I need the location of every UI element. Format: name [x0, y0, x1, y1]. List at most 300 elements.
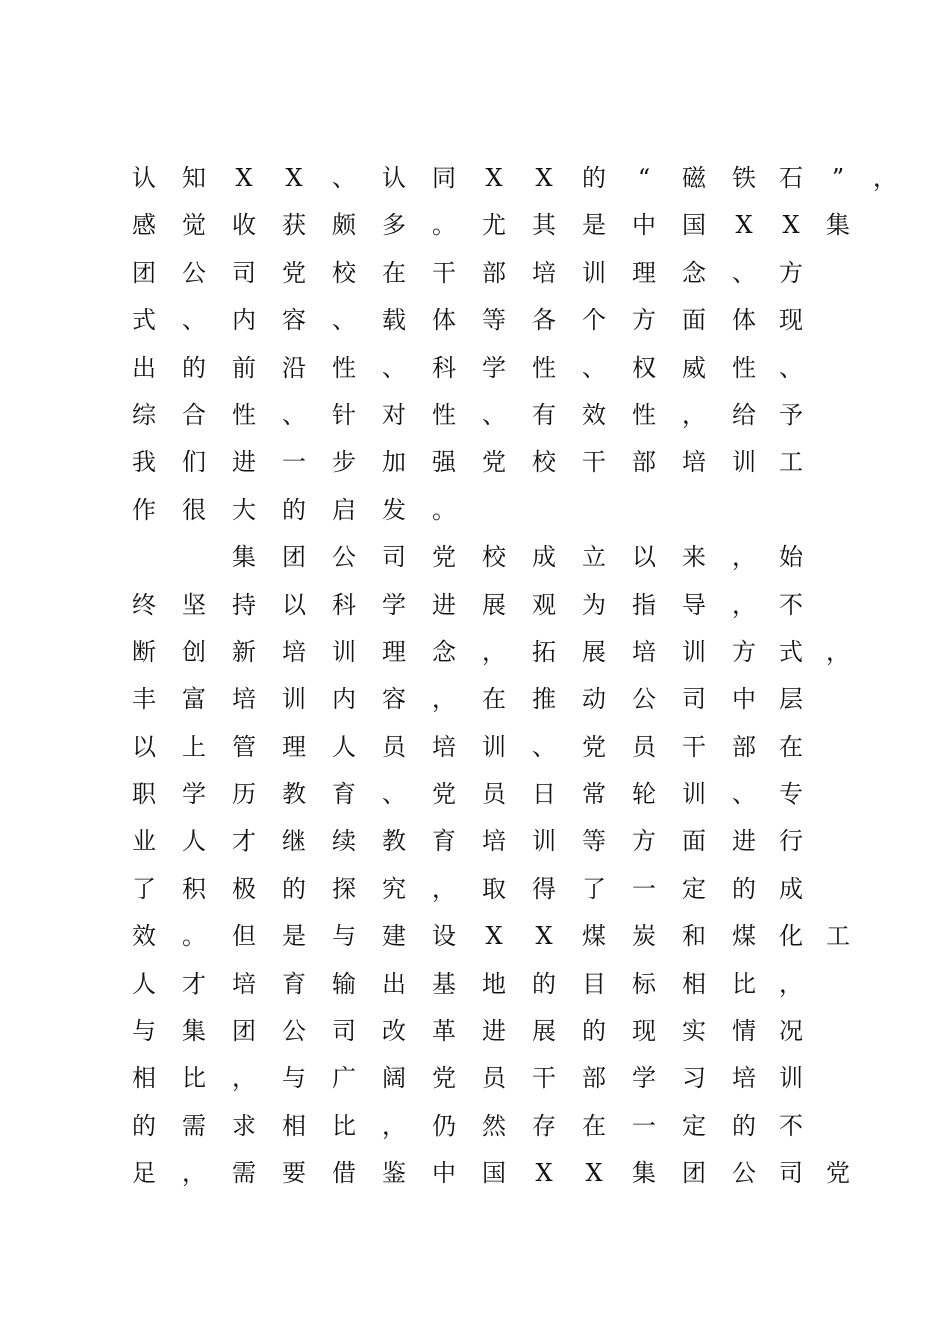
text-line: [0, 629, 950, 676]
text-glyph: 比: [732, 969, 756, 998]
text-glyph: 同: [432, 164, 456, 192]
text-glyph: 要: [282, 1159, 306, 1188]
text-glyph: 才: [182, 969, 206, 998]
text-glyph: 性: [232, 400, 256, 429]
text-glyph: X: [535, 1159, 553, 1188]
text-glyph: 司: [232, 258, 256, 287]
text-glyph: 煤: [582, 922, 606, 951]
text-glyph: 在: [382, 258, 406, 287]
text-glyph: 培: [732, 1064, 756, 1093]
text-glyph: 威: [682, 353, 706, 382]
text-glyph: 集: [182, 1017, 206, 1046]
text-glyph: 足: [132, 1159, 156, 1188]
text-glyph: 党: [482, 448, 506, 477]
text-glyph: 训: [582, 258, 606, 287]
text-glyph: 颇: [332, 211, 356, 240]
text-glyph: ，: [432, 685, 456, 714]
text-glyph: ，: [682, 400, 706, 429]
text-glyph: 出: [382, 969, 406, 998]
text-glyph: 工: [826, 922, 850, 951]
text-glyph: 革: [432, 1017, 456, 1046]
text-glyph: 培: [532, 258, 556, 287]
text-glyph: 司: [332, 1017, 356, 1046]
text-line: [0, 1103, 950, 1150]
text-glyph: 性: [632, 400, 656, 429]
text-glyph: 层: [779, 685, 803, 714]
text-glyph: 综: [132, 400, 156, 429]
text-glyph: 员: [482, 780, 506, 809]
text-glyph: 体: [732, 306, 756, 335]
text-glyph: 断: [132, 637, 156, 666]
text-glyph: X: [585, 1159, 603, 1188]
text-glyph: 面: [682, 827, 706, 856]
text-glyph: 容: [282, 306, 306, 335]
text-glyph: 大: [232, 495, 256, 524]
text-glyph: 党: [432, 780, 456, 809]
text-glyph: 学: [182, 780, 206, 809]
text-glyph: 成: [532, 543, 556, 572]
text-glyph: 煤: [732, 922, 756, 951]
text-glyph: 是: [582, 211, 606, 240]
text-glyph: 与: [332, 922, 356, 951]
text-glyph: 针: [332, 400, 356, 429]
text-line: [0, 913, 950, 960]
text-glyph: 常: [582, 780, 606, 809]
text-glyph: 训: [282, 685, 306, 714]
text-glyph: 党: [282, 258, 306, 287]
text-glyph: 改: [382, 1017, 406, 1046]
text-glyph: 历: [232, 780, 256, 809]
text-glyph: 、: [532, 732, 556, 761]
text-glyph: 培: [232, 969, 256, 998]
text-glyph: 、: [332, 164, 356, 192]
text-glyph: 观: [532, 590, 556, 619]
text-glyph: 以: [632, 543, 656, 572]
text-glyph: 部: [582, 1064, 606, 1093]
text-glyph: 训: [532, 827, 556, 856]
text-glyph: 成: [779, 874, 803, 903]
text-glyph: ，: [182, 1159, 206, 1188]
text-glyph: 导: [682, 590, 706, 619]
text-glyph: 获: [282, 211, 306, 240]
text-glyph: 性: [332, 353, 356, 382]
text-glyph: 进: [482, 1017, 506, 1046]
text-glyph: 、: [779, 353, 803, 382]
text-glyph: 国: [682, 211, 706, 240]
text-glyph: 效: [132, 922, 156, 951]
text-line: [0, 961, 950, 1008]
text-glyph: 终: [132, 590, 156, 619]
text-glyph: 其: [532, 211, 556, 240]
text-glyph: 专: [779, 780, 803, 809]
text-glyph: 基: [432, 969, 456, 998]
text-glyph: 管: [232, 732, 256, 761]
text-glyph: 和: [682, 922, 706, 951]
text-glyph: 科: [432, 353, 456, 382]
text-line: [0, 392, 950, 439]
text-glyph: 。: [432, 495, 456, 524]
text-glyph: X: [235, 164, 253, 192]
text-glyph: 拓: [532, 637, 556, 666]
text-line: [0, 250, 950, 297]
text-glyph: 予: [779, 400, 803, 429]
text-glyph: 内: [232, 306, 256, 335]
text-glyph: 念: [682, 258, 706, 287]
text-glyph: ，: [432, 874, 456, 903]
text-glyph: 相: [132, 1064, 156, 1093]
text-glyph: 党: [582, 732, 606, 761]
text-glyph: 现: [779, 306, 803, 335]
text-glyph: 训: [482, 732, 506, 761]
text-glyph: 培: [282, 637, 306, 666]
text-glyph: 富: [182, 685, 206, 714]
text-glyph: 发: [382, 495, 406, 524]
text-glyph: 持: [232, 590, 256, 619]
text-glyph: 、: [332, 306, 356, 335]
text-glyph: X: [485, 922, 503, 951]
text-glyph: 以: [132, 732, 156, 761]
text-glyph: 行: [779, 827, 803, 856]
text-glyph: 强: [432, 448, 456, 477]
text-glyph: 是: [282, 922, 306, 951]
text-glyph: 中: [632, 211, 656, 240]
text-glyph: 训: [682, 637, 706, 666]
text-glyph: 司: [779, 1159, 803, 1188]
text-glyph: 进: [732, 827, 756, 856]
text-glyph: 育: [432, 827, 456, 856]
text-glyph: 才: [232, 827, 256, 856]
text-glyph: 人: [332, 732, 356, 761]
text-glyph: 不: [779, 1111, 803, 1140]
text-glyph: 培: [482, 827, 506, 856]
text-glyph: 校: [332, 258, 356, 287]
text-glyph: 、: [732, 258, 756, 287]
text-glyph: 、: [582, 353, 606, 382]
text-glyph: 员: [382, 732, 406, 761]
text-glyph: 给: [732, 400, 756, 429]
text-glyph: 效: [582, 400, 606, 429]
text-glyph: 党: [432, 543, 456, 572]
text-glyph: 作: [132, 495, 156, 524]
text-glyph: 公: [282, 1017, 306, 1046]
text-glyph: 部: [632, 448, 656, 477]
text-glyph: 人: [132, 969, 156, 998]
text-glyph: 、: [282, 400, 306, 429]
text-glyph: 不: [779, 590, 803, 619]
text-glyph: 一: [282, 448, 306, 477]
text-glyph: 的: [582, 164, 606, 192]
text-glyph: ，: [382, 1111, 406, 1140]
text-glyph: 、: [382, 780, 406, 809]
text-glyph: 团: [682, 1159, 706, 1188]
text-glyph: 培: [632, 637, 656, 666]
text-glyph: 借: [332, 1159, 356, 1188]
text-glyph: 感: [132, 211, 156, 240]
text-glyph: 续: [332, 827, 356, 856]
text-glyph: 面: [682, 306, 706, 335]
text-glyph: 各: [532, 306, 556, 335]
text-glyph: 对: [382, 400, 406, 429]
text-glyph: 司: [382, 543, 406, 572]
text-glyph: 广: [332, 1064, 356, 1093]
text-glyph: 进: [432, 590, 456, 619]
text-glyph: 极: [232, 874, 256, 903]
text-glyph: 科: [332, 590, 356, 619]
text-glyph: 以: [282, 590, 306, 619]
text-glyph: 现: [632, 1017, 656, 1046]
text-line: [0, 866, 950, 913]
text-glyph: 学: [482, 353, 506, 382]
text-line: [0, 487, 950, 534]
text-glyph: 上: [182, 732, 206, 761]
text-glyph: 培: [432, 732, 456, 761]
text-glyph: 中: [732, 685, 756, 714]
text-glyph: 标: [632, 969, 656, 998]
text-glyph: 学: [382, 590, 406, 619]
text-glyph: 干: [432, 258, 456, 287]
text-glyph: 、: [482, 400, 506, 429]
text-glyph: 干: [682, 732, 706, 761]
text-glyph: 党: [826, 1159, 850, 1188]
text-glyph: ，: [732, 590, 756, 619]
text-glyph: 的: [732, 1111, 756, 1140]
body-text: [0, 155, 950, 1198]
text-glyph: ，: [232, 1064, 256, 1093]
text-glyph: 新: [232, 637, 256, 666]
text-glyph: 方: [732, 637, 756, 666]
text-glyph: 权: [632, 353, 656, 382]
text-glyph: 的: [282, 874, 306, 903]
text-glyph: 炭: [632, 922, 656, 951]
text-glyph: 培: [232, 685, 256, 714]
text-glyph: 的: [532, 969, 556, 998]
text-glyph: 公: [182, 258, 206, 287]
text-glyph: “: [637, 164, 651, 192]
text-glyph: ，: [873, 164, 897, 192]
text-glyph: 认: [382, 164, 406, 192]
text-line: [0, 1008, 950, 1055]
text-glyph: 来: [682, 543, 706, 572]
text-glyph: 情: [732, 1017, 756, 1046]
text-glyph: 。: [182, 922, 206, 951]
text-glyph: 定: [682, 874, 706, 903]
text-glyph: 了: [582, 874, 606, 903]
text-glyph: 的: [282, 495, 306, 524]
text-glyph: 育: [282, 969, 306, 998]
text-glyph: 国: [482, 1159, 506, 1188]
text-glyph: 团: [232, 1017, 256, 1046]
text-glyph: 司: [682, 685, 706, 714]
text-glyph: 况: [779, 1017, 803, 1046]
text-glyph: 指: [632, 590, 656, 619]
text-glyph: 阔: [382, 1064, 406, 1093]
text-line: [0, 297, 950, 344]
text-glyph: 理: [382, 637, 406, 666]
text-glyph: 集: [232, 543, 256, 572]
text-glyph: 式: [132, 306, 156, 335]
text-glyph: 但: [232, 922, 256, 951]
text-line: [0, 345, 950, 392]
text-glyph: 启: [332, 495, 356, 524]
text-line: [0, 1055, 950, 1102]
text-glyph: 、: [182, 306, 206, 335]
text-glyph: 仍: [432, 1111, 456, 1140]
text-glyph: 有: [532, 400, 556, 429]
text-glyph: 训: [732, 448, 756, 477]
text-glyph: 展: [532, 1017, 556, 1046]
text-glyph: X: [735, 211, 753, 240]
text-glyph: 的: [182, 353, 206, 382]
text-glyph: 人: [182, 827, 206, 856]
text-glyph: 等: [482, 306, 506, 335]
text-glyph: X: [485, 164, 503, 192]
text-glyph: 职: [132, 780, 156, 809]
text-glyph: 轮: [632, 780, 656, 809]
text-glyph: 部: [732, 732, 756, 761]
text-line: [0, 439, 950, 486]
text-glyph: 展: [482, 590, 506, 619]
text-glyph: 员: [632, 732, 656, 761]
text-line: [0, 1150, 950, 1197]
text-glyph: 训: [682, 780, 706, 809]
text-glyph: 存: [532, 1111, 556, 1140]
text-glyph: 实: [682, 1017, 706, 1046]
text-glyph: 求: [232, 1111, 256, 1140]
text-glyph: 目: [582, 969, 606, 998]
text-glyph: ，: [826, 637, 850, 666]
text-glyph: 内: [332, 685, 356, 714]
text-glyph: 丰: [132, 685, 156, 714]
text-glyph: 方: [779, 258, 803, 287]
text-glyph: 念: [432, 637, 456, 666]
text-glyph: 。: [432, 211, 456, 240]
text-glyph: 输: [332, 969, 356, 998]
text-glyph: 创: [182, 637, 206, 666]
text-glyph: 体: [432, 306, 456, 335]
text-line: [0, 724, 950, 771]
text-glyph: 育: [332, 780, 356, 809]
text-glyph: 我: [132, 448, 156, 477]
text-glyph: 与: [282, 1064, 306, 1093]
text-line: [0, 155, 950, 202]
text-glyph: 然: [482, 1111, 506, 1140]
text-glyph: 铁: [732, 164, 756, 192]
text-glyph: 鉴: [382, 1159, 406, 1188]
text-glyph: 公: [632, 685, 656, 714]
text-glyph: 、: [382, 353, 406, 382]
text-glyph: 性: [532, 353, 556, 382]
text-glyph: 地: [482, 969, 506, 998]
text-glyph: 教: [382, 827, 406, 856]
text-glyph: 合: [182, 400, 206, 429]
text-glyph: 继: [282, 827, 306, 856]
text-glyph: 的: [732, 874, 756, 903]
text-glyph: 公: [332, 543, 356, 572]
text-glyph: 究: [382, 874, 406, 903]
text-glyph: 步: [332, 448, 356, 477]
text-line: [0, 818, 950, 865]
text-glyph: 觉: [182, 211, 206, 240]
text-glyph: 干: [582, 448, 606, 477]
text-glyph: 校: [532, 448, 556, 477]
text-glyph: 收: [232, 211, 256, 240]
text-glyph: 沿: [282, 353, 306, 382]
text-line: [0, 202, 950, 249]
text-glyph: 积: [182, 874, 206, 903]
text-glyph: 理: [282, 732, 306, 761]
text-glyph: X: [782, 211, 800, 240]
text-glyph: 推: [532, 685, 556, 714]
text-glyph: 集: [632, 1159, 656, 1188]
text-glyph: 探: [332, 874, 356, 903]
text-glyph: X: [285, 164, 303, 192]
text-glyph: 坚: [182, 590, 206, 619]
text-glyph: 出: [132, 353, 156, 382]
text-glyph: 载: [382, 306, 406, 335]
text-glyph: 需: [182, 1111, 206, 1140]
text-glyph: 尤: [482, 211, 506, 240]
text-glyph: X: [535, 922, 553, 951]
text-glyph: 定: [682, 1111, 706, 1140]
text-glyph: 学: [632, 1064, 656, 1093]
text-glyph: 需: [232, 1159, 256, 1188]
text-line: [0, 676, 950, 723]
text-glyph: 公: [732, 1159, 756, 1188]
text-glyph: 校: [482, 543, 506, 572]
text-glyph: 集: [826, 211, 850, 240]
text-glyph: 性: [732, 353, 756, 382]
text-glyph: 在: [482, 685, 506, 714]
text-glyph: 习: [682, 1064, 706, 1093]
text-glyph: 、: [732, 780, 756, 809]
text-glyph: 个: [582, 306, 606, 335]
text-glyph: 容: [382, 685, 406, 714]
text-glyph: 工: [779, 448, 803, 477]
text-glyph: 一: [632, 874, 656, 903]
text-glyph: 磁: [682, 164, 706, 192]
text-glyph: 团: [132, 258, 156, 287]
text-glyph: 加: [382, 448, 406, 477]
text-glyph: 的: [582, 1017, 606, 1046]
text-glyph: 很: [182, 495, 206, 524]
text-glyph: 动: [582, 685, 606, 714]
text-glyph: 员: [482, 1064, 506, 1093]
text-glyph: 教: [282, 780, 306, 809]
text-glyph: 部: [482, 258, 506, 287]
text-glyph: 知: [182, 164, 206, 192]
text-glyph: 相: [682, 969, 706, 998]
text-glyph: 性: [432, 400, 456, 429]
text-glyph: 理: [632, 258, 656, 287]
text-glyph: X: [535, 164, 553, 192]
text-glyph: 比: [332, 1111, 356, 1140]
text-glyph: 训: [332, 637, 356, 666]
text-glyph: 化: [779, 922, 803, 951]
text-glyph: 了: [132, 874, 156, 903]
text-glyph: 干: [532, 1064, 556, 1093]
text-glyph: 立: [582, 543, 606, 572]
text-glyph: 训: [779, 1064, 803, 1093]
text-glyph: 一: [632, 1111, 656, 1140]
text-glyph: 们: [182, 448, 206, 477]
text-glyph: ”: [831, 164, 845, 192]
text-glyph: 得: [532, 874, 556, 903]
text-glyph: 方: [632, 306, 656, 335]
text-glyph: 取: [482, 874, 506, 903]
text-glyph: ，: [732, 543, 756, 572]
text-glyph: 团: [282, 543, 306, 572]
text-glyph: 日: [532, 780, 556, 809]
